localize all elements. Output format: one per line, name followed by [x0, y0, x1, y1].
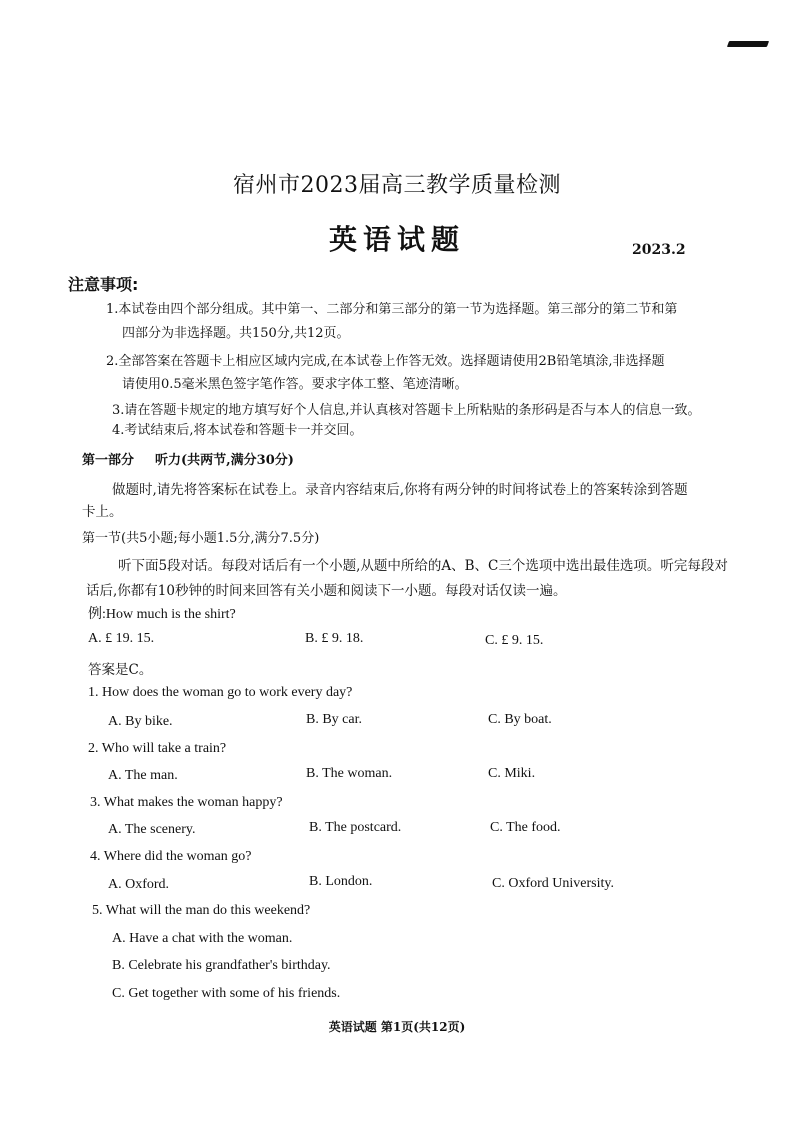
- notice-item: 四部分为非选择题。共150分,共12页。: [122, 326, 350, 341]
- question-option: B. By car.: [306, 712, 362, 727]
- notice-heading: 注意事项:: [68, 275, 139, 294]
- question-option: C. By boat.: [488, 712, 552, 727]
- question-option: C. Miki.: [488, 766, 536, 781]
- question-option: A. The man.: [108, 768, 178, 783]
- question-option: B. The woman.: [306, 766, 393, 781]
- question-option: B. London.: [309, 874, 373, 889]
- example-question: 例:How much is the shirt?: [88, 607, 236, 622]
- example-option: A. £ 19. 15.: [88, 631, 155, 646]
- question-option: C. Oxford University.: [492, 876, 614, 891]
- section1-heading: 第一节(共5小题;每小题1.5分,满分7.5分): [82, 531, 320, 546]
- question-option: C. Get together with some of his friends.: [112, 986, 341, 1001]
- question-text: 3. What makes the woman happy?: [90, 795, 283, 810]
- part1-title: 听力(共两节,满分30分): [155, 453, 294, 468]
- exam-date: 2023.2: [632, 242, 686, 258]
- notice-item: 1.本试卷由四个部分组成。其中第一、二部分和第三部分的第一节为选择题。第三部分的第二节和第: [106, 302, 678, 317]
- question-option: A. Have a chat with the woman.: [112, 931, 293, 946]
- example-option: B. £ 9. 18.: [305, 631, 364, 646]
- question-option: A. By bike.: [108, 714, 173, 729]
- section1-instruction: 听下面5段对话。每段对话后有一个小题,从题中所给的A、B、C三个选项中选出最佳选项。听完每段对: [118, 558, 728, 574]
- question-option: C. The food.: [490, 820, 561, 835]
- example-answer: 答案是C。: [88, 662, 153, 678]
- part1-instruction: 做题时,请先将答案标在试卷上。录音内容结束后,你将有两分钟的时间将试卷上的答案转涂到答题: [112, 482, 688, 498]
- question-text: 2. Who will take a train?: [88, 741, 227, 756]
- subject-title: 英语试题: [328, 223, 465, 256]
- notice-item: 3.请在答题卡规定的地方填写好个人信息,并认真核对答题卡上所粘贴的条形码是否与本人的信息一致。: [112, 403, 701, 418]
- part1-label: 第一部分: [82, 453, 135, 468]
- page-footer: 英语试题 第1页(共12页): [328, 1020, 466, 1034]
- notice-item: 请使用0.5毫米黑色签字笔作答。要求字体工整、笔迹清晰。: [122, 377, 468, 392]
- exam-title: 宿州市2023届高三教学质量检测: [233, 173, 561, 198]
- question-option: B. The postcard.: [309, 820, 402, 835]
- part1-instruction: 卡上。: [82, 504, 123, 520]
- example-option: C. £ 9. 15.: [485, 633, 544, 648]
- question-option: B. Celebrate his grandfather's birthday.: [112, 958, 331, 973]
- notice-item: 4.考试结束后,将本试卷和答题卡一并交回。: [112, 423, 363, 438]
- question-option: A. The scenery.: [108, 822, 196, 837]
- question-option: A. Oxford.: [108, 877, 170, 892]
- corner-ink-mark: [727, 41, 769, 47]
- question-text: 5. What will the man do this weekend?: [92, 903, 311, 918]
- question-text: 1. How does the woman go to work every day?: [88, 685, 353, 700]
- notice-item: 2.全部答案在答题卡上相应区域内完成,在本试卷上作答无效。选择题请使用2B铅笔填涂,非选择题: [106, 354, 665, 369]
- section1-instruction: 话后,你都有10秒钟的时间来回答有关小题和阅读下一小题。每段对话仅读一遍。: [86, 583, 567, 599]
- question-text: 4. Where did the woman go?: [90, 849, 252, 864]
